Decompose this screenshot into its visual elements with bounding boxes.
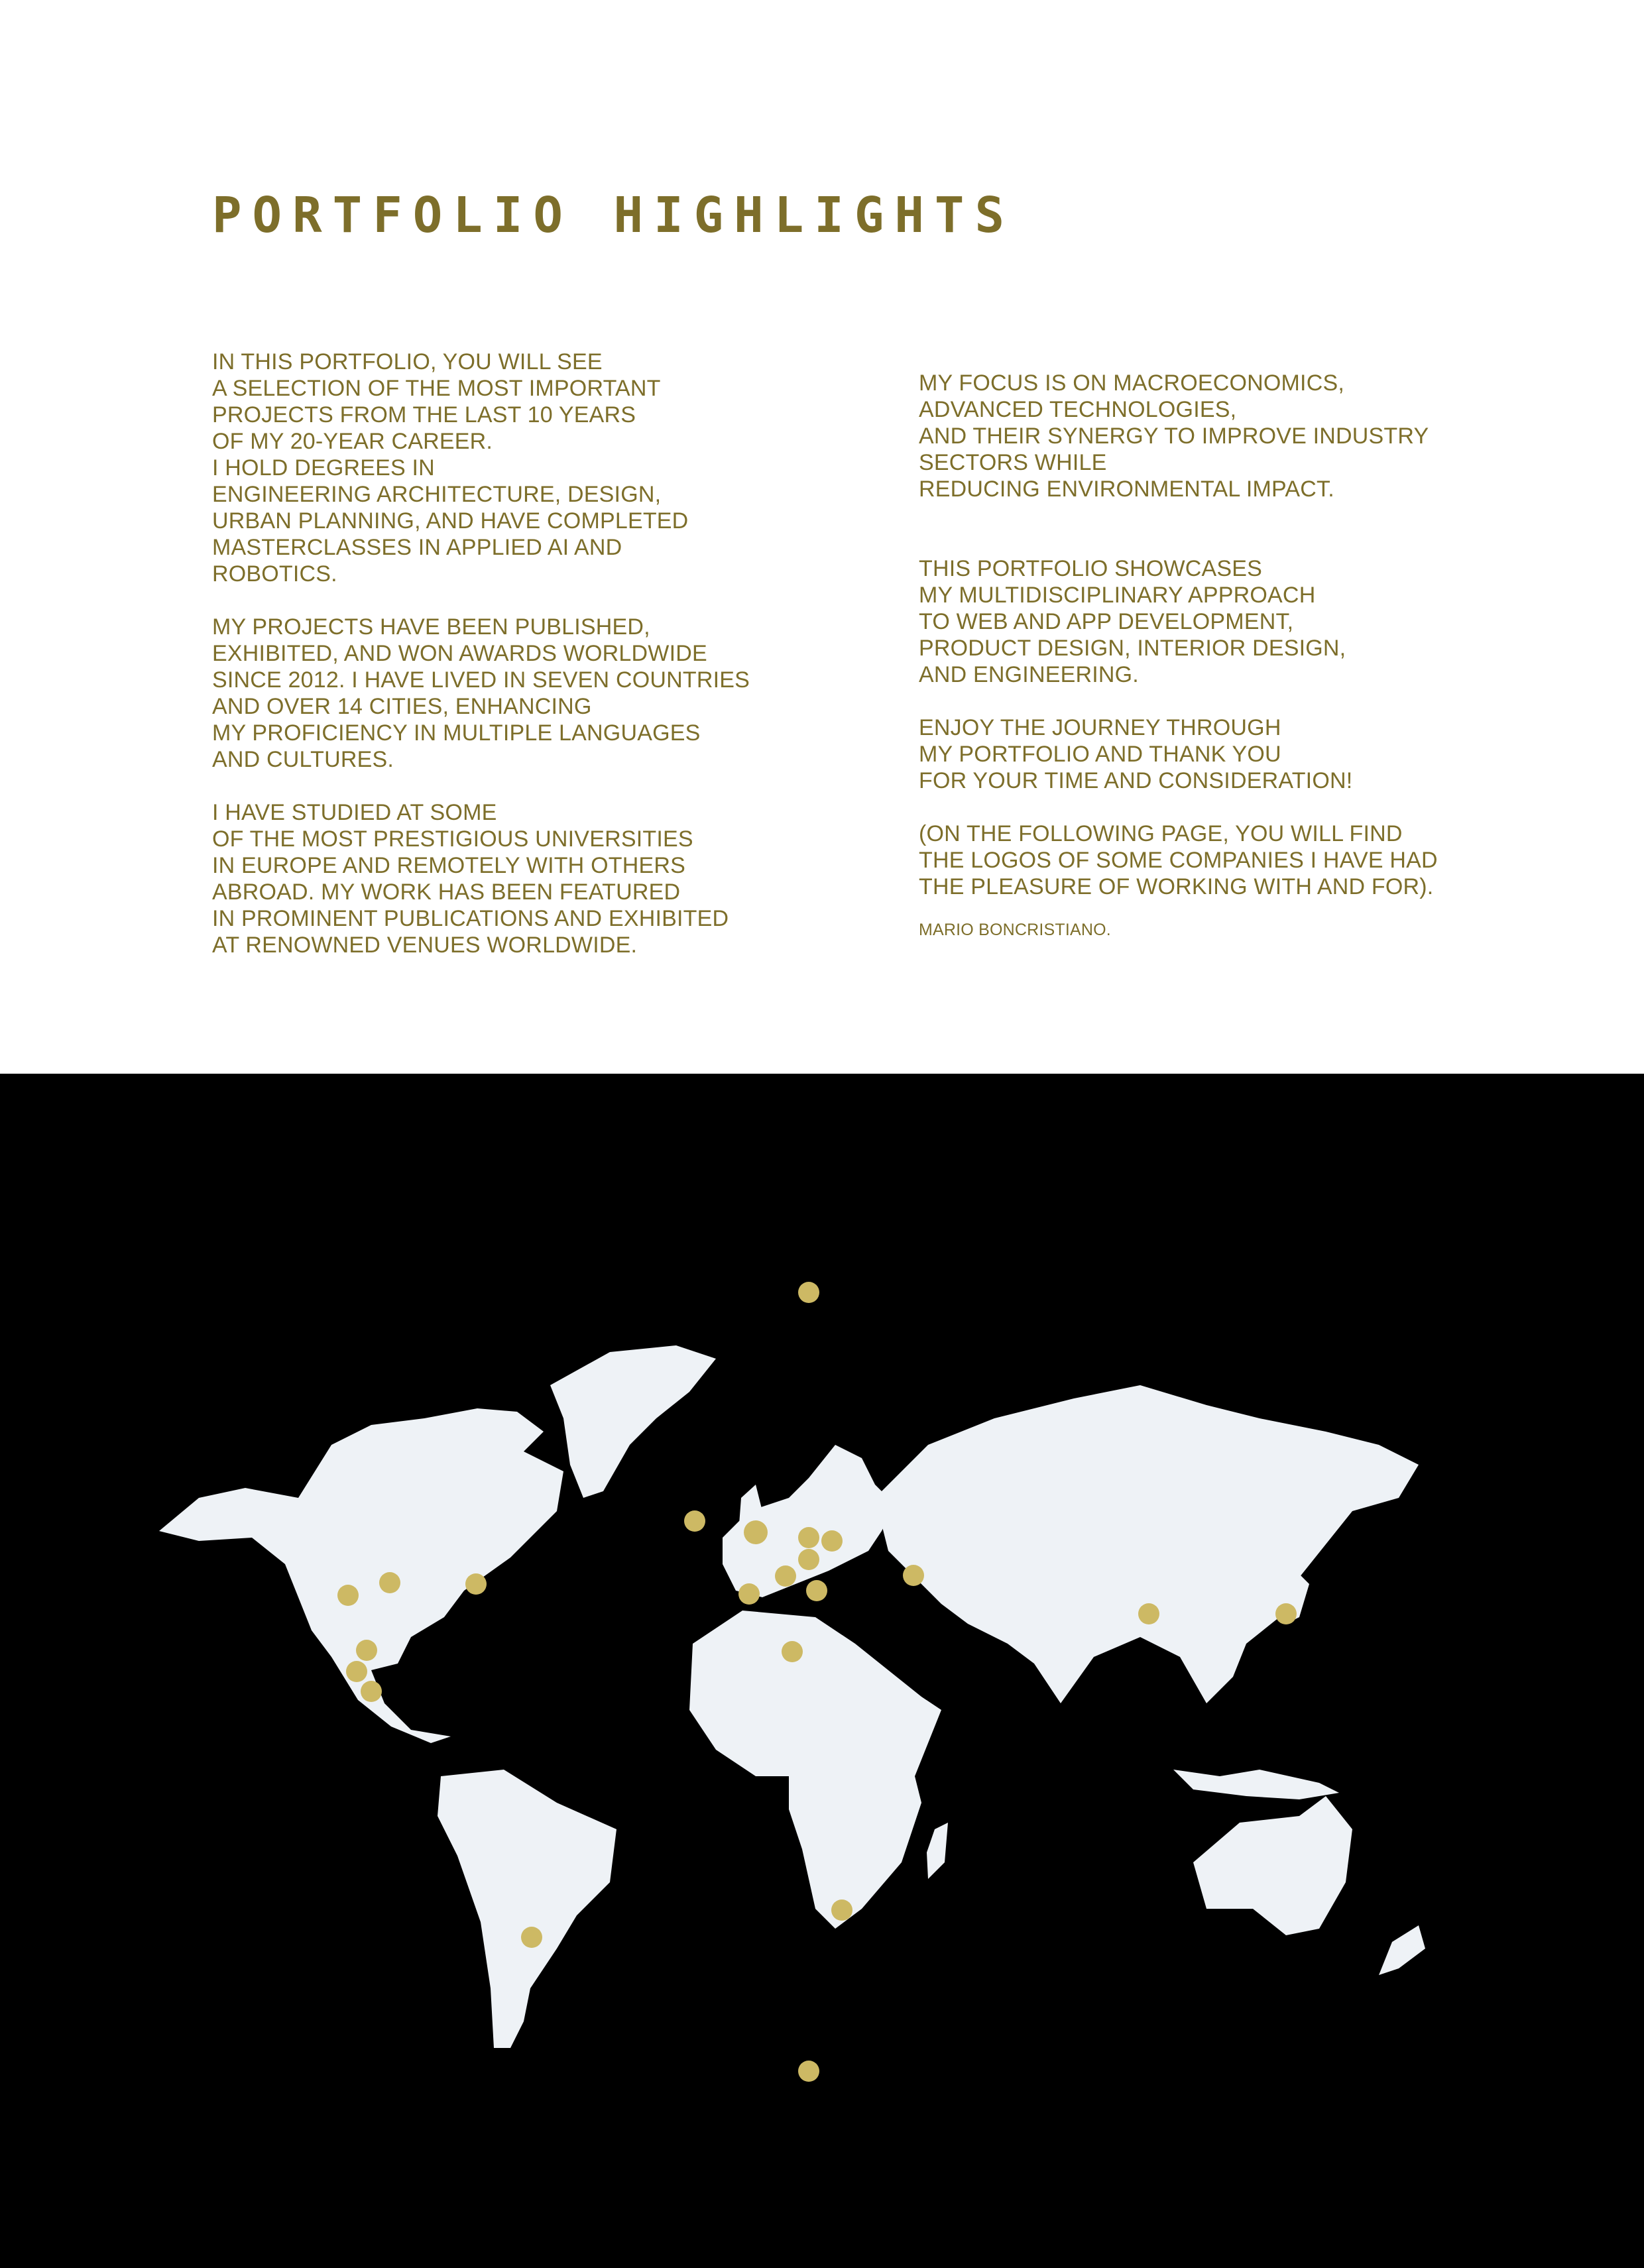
intro-paragraph: I HAVE STUDIED AT SOME OF THE MOST PRESTIGIOUS UNIVERSITIES IN EUROPE AND REMOTELY WITH OTHERS ABROAD. MY WORK HAS BEEN FEATURED IN PROMINENT PUBLICATIONS AND EXHIBITED AT RENOWNED VENUES WORLDWIDE. <box>212 800 729 958</box>
intro-paragraph: (ON THE FOLLOWING PAGE, YOU WILL FIND THE LOGOS OF SOME COMPANIES I HAVE HAD THE PLEASURE OF WORKING WITH AND FOR). <box>919 821 1438 899</box>
location-marker <box>356 1640 377 1661</box>
location-marker <box>361 1681 382 1702</box>
continent-south-america <box>438 1770 616 2048</box>
location-marker <box>684 1510 705 1532</box>
location-marker <box>1275 1603 1297 1624</box>
location-marker <box>775 1565 796 1587</box>
location-marker <box>798 1549 819 1570</box>
location-marker <box>738 1583 760 1605</box>
location-marker <box>798 2061 819 2082</box>
location-marker <box>798 1282 819 1303</box>
location-marker <box>465 1573 487 1595</box>
continent-asia <box>875 1385 1419 1703</box>
intro-paragraph: MY FOCUS IS ON MACROECONOMICS, ADVANCED TECHNOLOGIES, AND THEIR SYNERGY TO IMPROVE INDUSTRY SECTORS WHILE REDUCING ENVIRONMENTAL IMPACT. <box>919 370 1429 502</box>
intro-left-column <box>212 349 822 985</box>
continent-africa <box>689 1611 941 1929</box>
location-marker <box>1138 1603 1159 1624</box>
location-marker <box>806 1580 827 1601</box>
location-marker <box>903 1565 924 1586</box>
intro-section <box>0 0 1644 1074</box>
page-title: PORTFOLIO HIGHLIGHTS <box>212 187 1016 244</box>
continent-australia <box>1193 1796 1352 1935</box>
intro-paragraph: THIS PORTFOLIO SHOWCASES MY MULTIDISCIPLINARY APPROACH TO WEB AND APP DEVELOPMENT, PRODUCT DESIGN, INTERIOR DESIGN, AND ENGINEERING. <box>919 556 1346 687</box>
location-marker <box>744 1520 768 1544</box>
world-map-section <box>0 1074 1644 2268</box>
intro-paragraph: IN THIS PORTFOLIO, YOU WILL SEE A SELECTION OF THE MOST IMPORTANT PROJECTS FROM THE LAST 10 YEARS OF MY 20-YEAR CAREER. I HOLD DEGREES IN ENGINEERING ARCHITECTURE, DESIGN, URBAN PLANNING, AND HAVE COMPLETED MASTERCLASSES IN APPLIED AI AND ROBOTICS. <box>212 349 689 587</box>
signature: MARIO BONCRISTIANO. <box>919 921 1111 939</box>
intro-paragraph: MY PROJECTS HAVE BEEN PUBLISHED, EXHIBITED, AND WON AWARDS WORLDWIDE SINCE 2012. I HAVE LIVED IN SEVEN COUNTRIES AND OVER 14 CITIES, ENHANCING MY PROFICIENCY IN MULTIPLE LANGUAGES AND CULTURES. <box>212 614 750 772</box>
intro-paragraph: ENJOY THE JOURNEY THROUGH MY PORTFOLIO AND THANK YOU FOR YOUR TIME AND CONSIDERATION! <box>919 715 1353 793</box>
location-marker <box>379 1572 400 1593</box>
location-marker <box>337 1585 359 1606</box>
continent-greenland <box>550 1345 716 1498</box>
location-marker <box>521 1927 542 1948</box>
continent-new-zealand <box>1379 1925 1425 1975</box>
location-marker <box>821 1530 843 1552</box>
location-marker <box>798 1527 819 1548</box>
location-marker <box>782 1641 803 1662</box>
world-map <box>0 1074 1644 2268</box>
location-marker <box>831 1899 852 1921</box>
continent-madagascar <box>927 1823 948 1879</box>
location-marker <box>346 1661 367 1682</box>
intro-right-column <box>919 370 1555 940</box>
continent-indonesia <box>1173 1770 1339 1799</box>
